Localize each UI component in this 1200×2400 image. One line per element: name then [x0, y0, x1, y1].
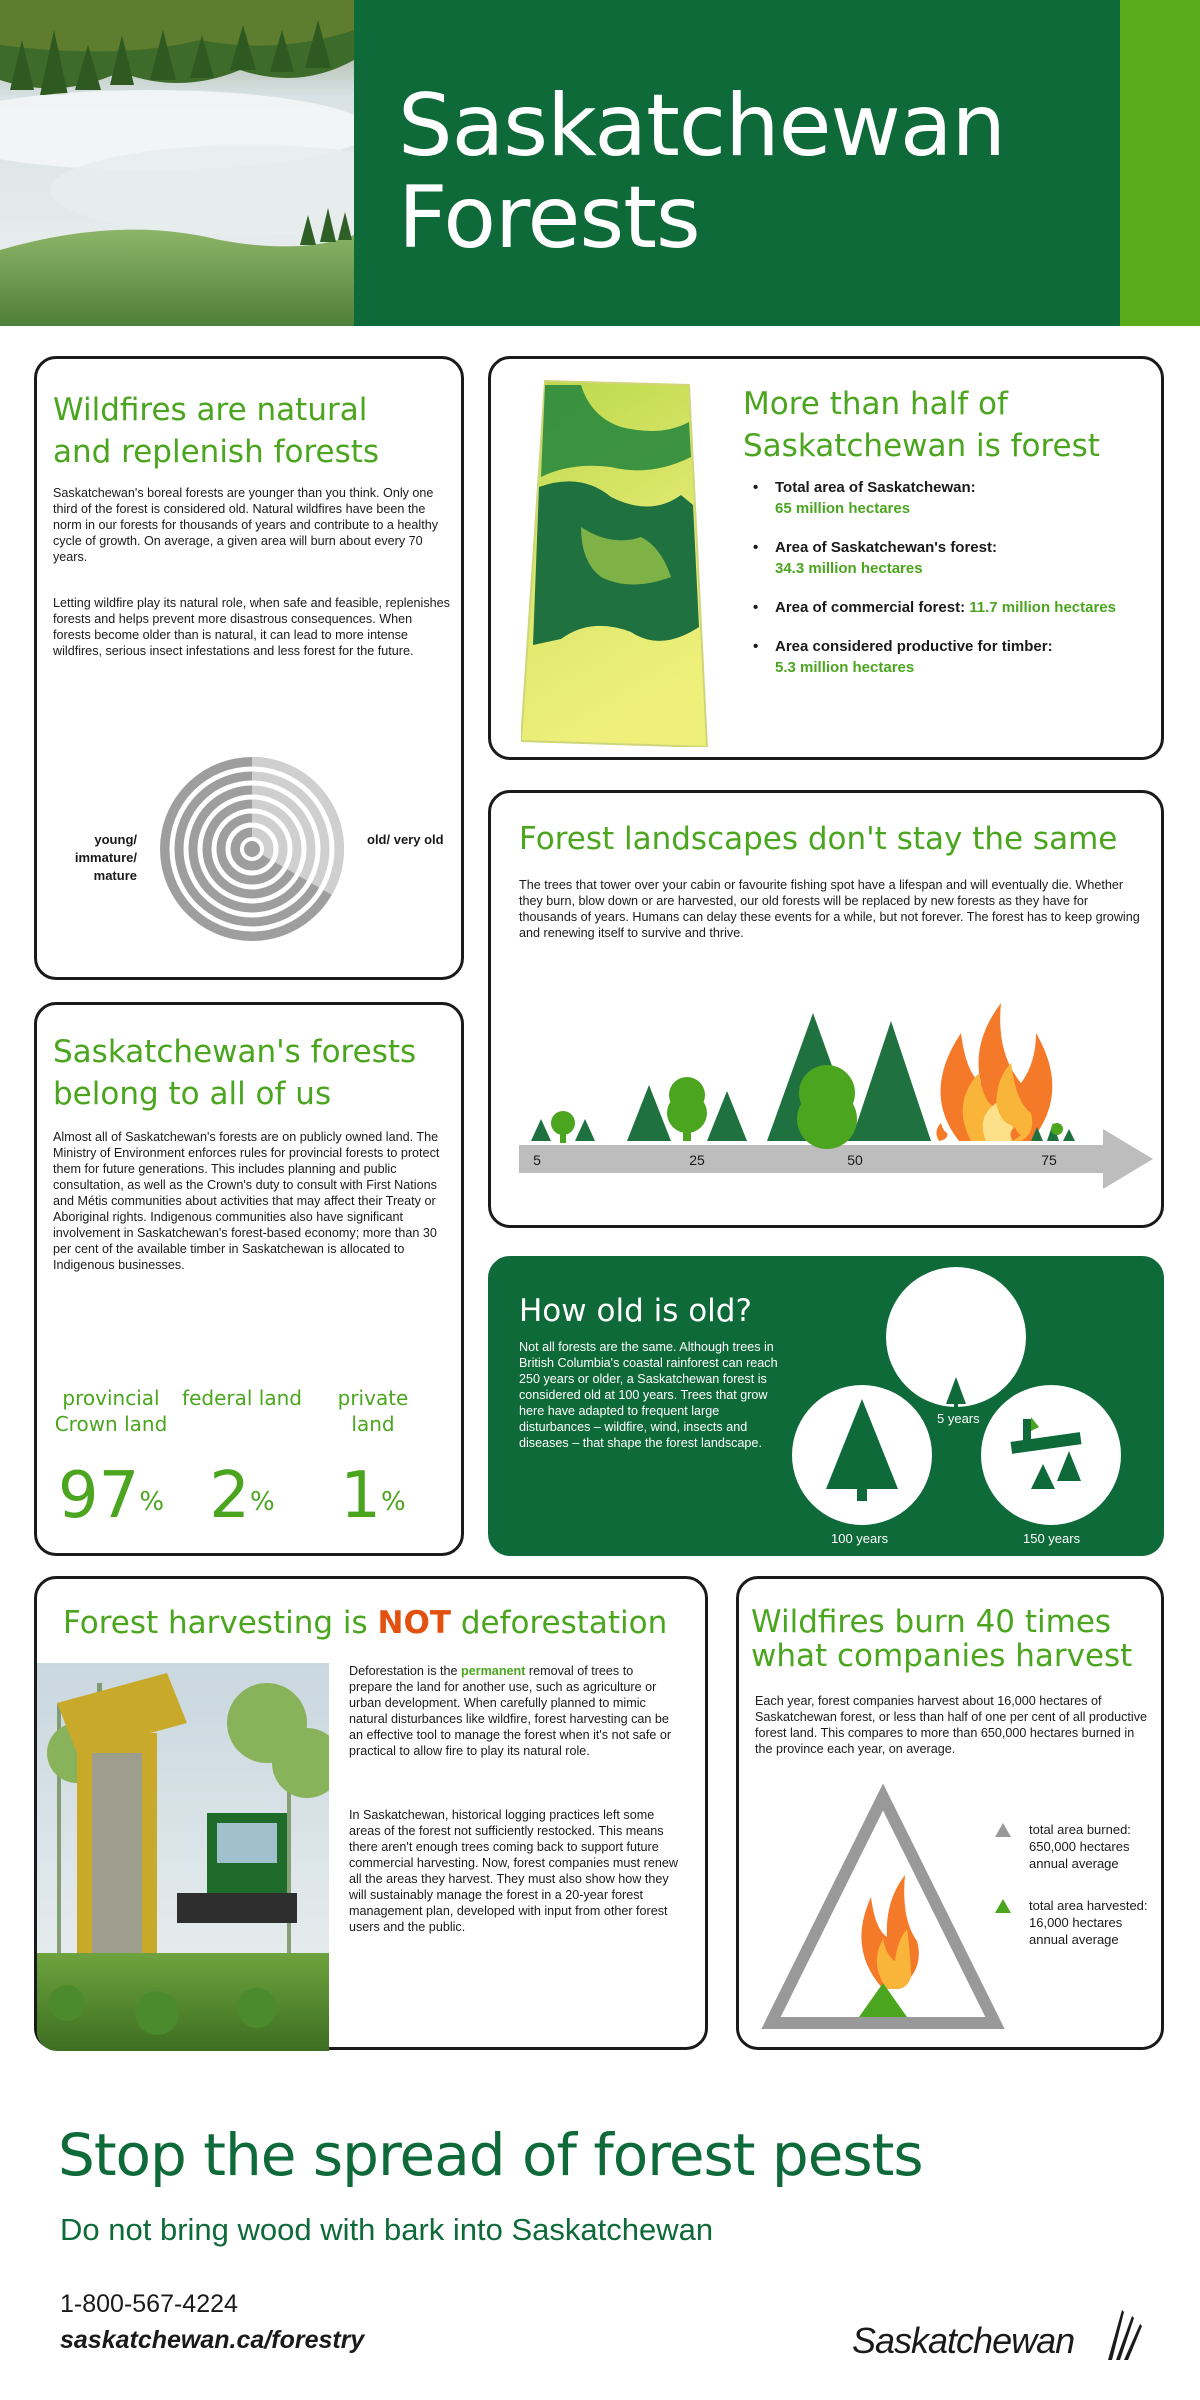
how-old-paragraph: Not all forests are the same. Although trees in British Columbia's coastal rainforest can reach 250 years or older, a Saskatchewan forest is considered old at 100 years. Trees that grow here have adapted to frequent large disturbances – wildfire, wind, insects and diseases – that shape the forest landscape.: [519, 1340, 778, 1450]
saskatchewan-logo-text: Saskatchewan: [852, 2320, 1075, 2361]
harvesting-title-emphasis: NOT: [377, 1605, 451, 1641]
ownership-percent: [182, 1461, 302, 1531]
wheat-sheaf-icon: [1100, 2306, 1144, 2362]
trees-age-25: [627, 1077, 747, 1141]
header: [0, 0, 1200, 326]
timeline-tick: 50: [847, 1152, 863, 1168]
burn-vs-harvest-card: [736, 1576, 1164, 2050]
ownership-title: Saskatchewan's forests belong to all of us: [53, 1034, 417, 1112]
header-lime-stripe: [1120, 0, 1200, 326]
ownership-percent: [51, 1461, 171, 1531]
ownership-value: 1: [340, 1459, 381, 1533]
title-line-1: Saskatchewan: [398, 76, 1006, 176]
timeline-tick: 75: [1041, 1152, 1057, 1168]
timeline-tick: 25: [689, 1152, 705, 1168]
age-label-100: 100 years: [831, 1531, 889, 1546]
wildfires-paragraph-2: Letting wildfire play its natural role, when safe and feasible, replenishes forests and helps prevent more disastrous consequences. When forests become older than is natural, it can lead to more intense wildfires, serious insect infestations and less forest for the future.: [53, 596, 450, 658]
footer-subhead: Do not bring wood with bark into Saskatchewan: [60, 2212, 714, 2247]
age-circle-150: [981, 1385, 1121, 1525]
ownership-percent: [313, 1461, 433, 1531]
stat-item: [753, 636, 1153, 678]
harvesting-title-part: Forest harvesting is: [63, 1605, 378, 1641]
ownership-provincial: [51, 1385, 171, 1531]
footer-phone[interactable]: 1-800-567-4224: [60, 2290, 238, 2318]
harvesting-paragraph-1: [349, 1663, 679, 1759]
ownership-label: provincial Crown land: [54, 1386, 168, 1436]
ring-label-young: young/ immature/ mature: [74, 832, 137, 883]
percent-sign: %: [381, 1487, 406, 1517]
seedling-round: [1051, 1123, 1063, 1135]
how-old-card: [488, 1256, 1164, 1556]
legend-marker-burned: [995, 1823, 1011, 1837]
ownership-private: [313, 1385, 433, 1531]
legend-marker-harvested: [995, 1899, 1011, 1913]
forest-share-card: [488, 356, 1164, 760]
burned-vs-harvested-triangle: [739, 1579, 1167, 2053]
footer-url-link[interactable]: saskatchewan.ca/forestry: [60, 2326, 365, 2354]
ownership-label: federal land: [182, 1386, 302, 1410]
trees-age-50: [767, 1013, 931, 1149]
stat-label: Area of commercial forest:: [775, 599, 966, 616]
harvesting-title-part: deforestation: [450, 1605, 668, 1641]
footer-headline: Stop the spread of forest pests: [58, 2121, 923, 2189]
stat-label: Area considered productive for timber:: [775, 638, 1053, 655]
age-label-5: 5 years: [937, 1411, 980, 1426]
harvesting-title: [63, 1603, 667, 1643]
stat-value: 5.3 million hectares: [775, 659, 915, 676]
percent-sign: %: [139, 1487, 165, 1517]
fire-icon: [936, 1003, 1052, 1141]
landscapes-paragraph: The trees that tower over your cabin or favourite fishing spot have a lifespan and will eventually die. Whether they burn, blow down or are harvested, our old forests will be replaced by new forests as they have for thousands of years. Humans can delay these events for a while, but not forever. The forest has to keep growing and renewing itself to survive and thrive.: [519, 878, 1140, 940]
ownership-paragraph: Almost all of Saskatchewan's forests are on publicly owned land. The Ministry of Environment enforces rules for provincial forests to protect them for future generations. This includes planning and public consultation, as well as the Crown's duty to consult with First Nations and Métis communities about activities that may affect their Treaty or Aboriginal rights. Indigenous communities also have significant involvement in Saskatchewan's forest-based economy; more than 30 per cent of the available timber in Saskatchewan is allocated to Indigenous businesses.: [53, 1130, 440, 1272]
ownership-federal: [182, 1385, 302, 1531]
ownership-value: 2: [209, 1459, 250, 1533]
stat-value: 65 million hectares: [775, 500, 911, 517]
burn-vs-harvest-paragraph: Each year, forest companies harvest about 16,000 hectares of Saskatchewan forest, or less than half of one per cent of all productive forest land. This compares to more than 650,000 hectares burned in the province each year, on average.: [755, 1694, 1148, 1756]
paragraph-part: Deforestation is the: [349, 1664, 462, 1678]
stat-label: Area of Saskatchewan's forest:: [775, 539, 997, 556]
harvesting-card: [34, 1576, 708, 2050]
timeline-tick: 5: [533, 1152, 541, 1168]
stat-value: 34.3 million hectares: [775, 560, 923, 577]
stat-item: [753, 597, 1153, 618]
ownership-card: [34, 1002, 464, 1556]
wildfires-paragraph-1: Saskatchewan's boreal forests are younger than you think. Only one third of the forest is considered old. Natural wildfires have been the norm in our forests for thousands of years and contribute to a healthy cycle of growth. On average, a given area will burn about every 70 years.: [53, 486, 439, 564]
ring-center: [242, 839, 262, 859]
saskatchewan-forest-map: [521, 377, 721, 747]
forest-growth-timeline: [491, 973, 1167, 1213]
percent-sign: %: [250, 1487, 275, 1517]
harvester-machine-photo: [37, 1663, 329, 2051]
how-old-title: How old is old?: [519, 1293, 752, 1329]
wildfires-title: Wildfires are natural and replenish forests: [53, 392, 380, 470]
page-title: [398, 76, 1006, 268]
ring-label-old: old/ very old: [367, 832, 444, 847]
harvesting-paragraph-2: In Saskatchewan, historical logging practices left some areas of the forest not sufficiently restocked. This means there aren't enough trees coming back to support future commercial harvesting. Now, forest companies must renew all the areas they harvest. They must also show how they will sustainably manage the forest in a 20-year forest management plan, developed with input from other forest users and the public.: [349, 1808, 678, 1934]
trees-age-5-round: [551, 1111, 575, 1143]
stat-value: 11.7 million hectares: [969, 599, 1116, 616]
ownership-value: 97: [57, 1459, 140, 1533]
paragraph-part: removal of trees to prepare the land for another use, such as agriculture or urban development. When carefully planned to mimic natural disturbances like wildfire, forest harvesting can be an effective tool to manage the forest when it's not safe or practical to allow fire to play its natural role.: [349, 1664, 672, 1758]
burn-vs-harvest-title: Wildfires burn 40 times what companies harvest: [751, 1604, 1133, 1674]
stat-item: [753, 537, 1153, 579]
landscapes-card: [488, 790, 1164, 1228]
legend-harvested: total area harvested: 16,000 hectares annual average: [1029, 1898, 1148, 1947]
ownership-label: private land: [337, 1386, 409, 1436]
landscapes-title: Forest landscapes don't stay the same: [519, 821, 1118, 857]
fire-icon: [861, 1875, 918, 1989]
misty-forest-photo: [0, 0, 354, 326]
wildfires-card: [34, 356, 464, 980]
stat-label: Total area of Saskatchewan:: [775, 479, 976, 496]
tree-ring-chart: [152, 749, 352, 949]
stat-item: [753, 477, 1153, 519]
legend-burned: total area burned: 650,000 hectares annual average: [1029, 1822, 1131, 1871]
title-line-2: Forests: [398, 168, 700, 268]
permanent-emphasis: permanent: [461, 1664, 526, 1678]
forest-stats-list: [753, 477, 1153, 696]
age-label-150: 150 years: [1023, 1531, 1081, 1546]
forest-share-title: More than half of Saskatchewan is forest: [743, 386, 1100, 464]
